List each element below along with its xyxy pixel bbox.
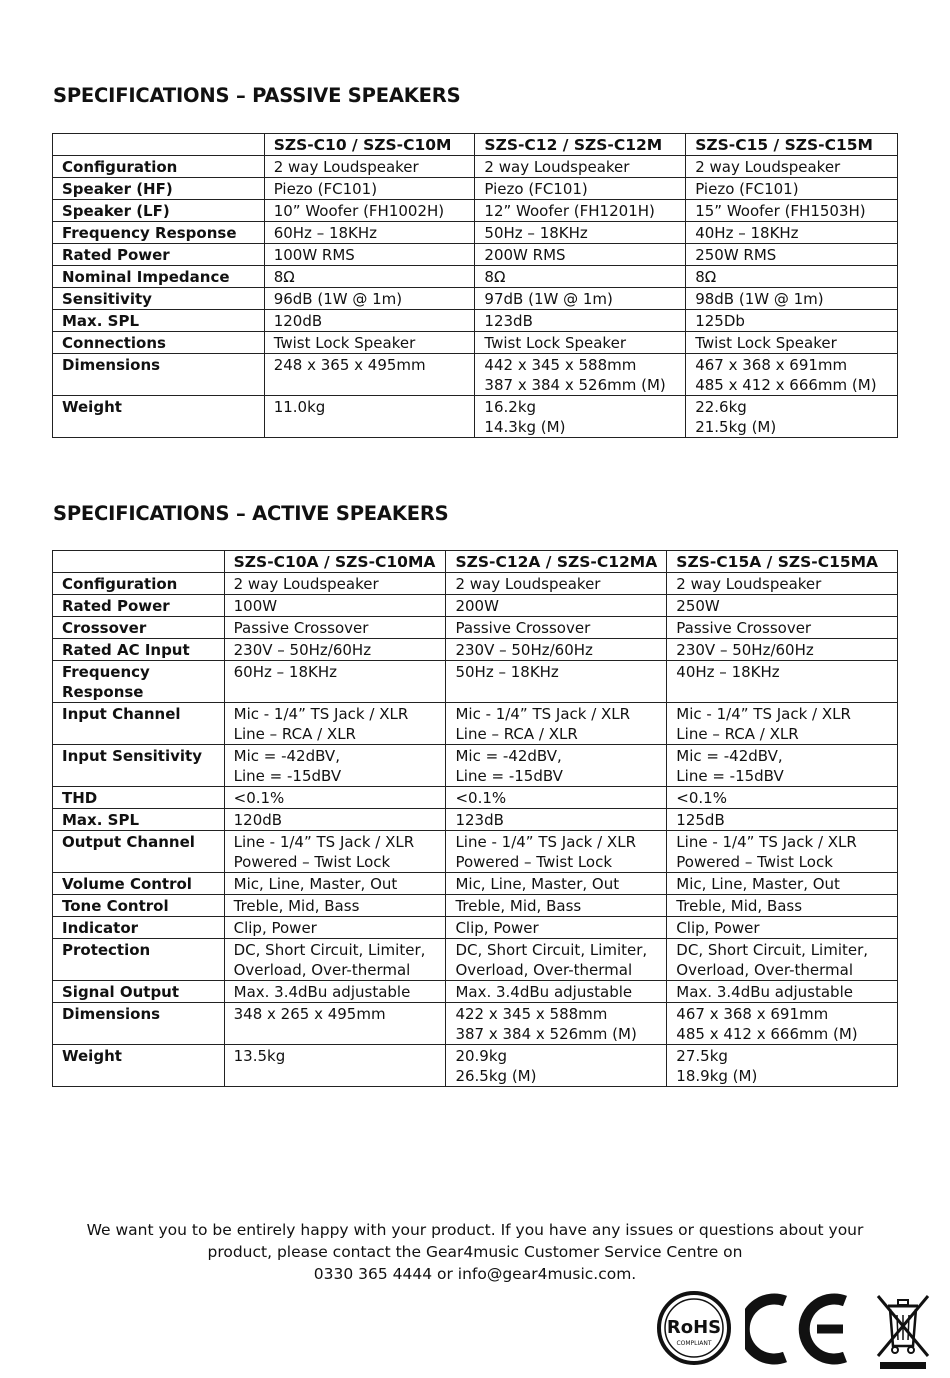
spec-label: [53, 917, 225, 939]
spec-value: [475, 288, 686, 310]
spec-value-line: Line - 1/4” TS Jack / XLR: [676, 833, 857, 851]
spec-value-line: 14.3kg (M): [484, 418, 566, 436]
spec-value: [667, 809, 898, 831]
spec-value-line: 467 x 368 x 691mm: [695, 356, 848, 374]
spec-value-line: 442 x 345 x 588mm: [484, 356, 637, 374]
spec-label: [53, 939, 225, 981]
spec-value: [475, 354, 686, 396]
spec-value: [224, 895, 446, 917]
spec-value: [667, 917, 898, 939]
active-specs-table: [52, 550, 898, 1087]
spec-value-line: 123dB: [484, 312, 533, 330]
spec-row: [53, 895, 898, 917]
spec-value-line: Passive Crossover: [676, 619, 812, 637]
spec-value-line: Twist Lock Speaker: [484, 334, 626, 352]
ce-mark-icon: [745, 1293, 851, 1365]
spec-value-line: Line – RCA / XLR: [233, 725, 356, 743]
spec-value: [475, 244, 686, 266]
spec-value-line: DC, Short Circuit, Limiter,: [455, 941, 648, 959]
spec-value-line: 387 x 384 x 526mm (M): [455, 1025, 637, 1043]
spec-value-line: Passive Crossover: [233, 619, 369, 637]
spec-value-line: 230V – 50Hz/60Hz: [455, 641, 593, 659]
spec-row: [53, 939, 898, 981]
spec-label-line: Input Channel: [62, 705, 181, 723]
spec-value: [475, 310, 686, 332]
spec-value: [224, 595, 446, 617]
spec-value-line: 27.5kg: [676, 1047, 728, 1065]
spec-value-line: 120dB: [273, 312, 323, 330]
footer-line: product, please contact the Gear4music Customer Service Centre on: [207, 1243, 743, 1261]
spec-value: [686, 354, 898, 396]
spec-row: [53, 222, 898, 244]
spec-label: [53, 1045, 225, 1087]
spec-label-line: Dimensions: [62, 1005, 161, 1023]
spec-value-line: Twist Lock Speaker: [273, 334, 416, 352]
spec-value: [446, 573, 667, 595]
spec-value-line: 11.0kg: [273, 398, 326, 416]
spec-value-line: 348 x 265 x 495mm: [233, 1005, 386, 1023]
spec-value-line: Line - 1/4” TS Jack / XLR: [233, 833, 415, 851]
spec-label: [53, 661, 225, 703]
spec-value-line: 230V – 50Hz/60Hz: [676, 641, 814, 659]
spec-value-line: Powered – Twist Lock: [233, 853, 391, 871]
spec-value-line: Mic - 1/4” TS Jack / XLR: [676, 705, 851, 723]
crossed-out-wheelie-bin-icon: [874, 1290, 932, 1370]
spec-value-line: 8Ω: [695, 268, 717, 286]
spec-label-line: Max. SPL: [62, 811, 139, 829]
footer-line: We want you to be entirely happy with your product. If you have any issues or questions about your: [86, 1221, 864, 1239]
spec-value-line: Piezo (FC101): [273, 180, 378, 198]
spec-value: [224, 745, 446, 787]
spec-value-line: Mic - 1/4” TS Jack / XLR: [233, 705, 409, 723]
spec-value: [264, 200, 475, 222]
spec-label-line: Indicator: [62, 919, 139, 937]
spec-value: [224, 917, 446, 939]
spec-value: [446, 787, 667, 809]
spec-value: [224, 873, 446, 895]
spec-value: [686, 266, 898, 288]
spec-value-line: 422 x 345 x 588mm: [455, 1005, 608, 1023]
spec-label-line: Volume Control: [62, 875, 192, 893]
spec-value: [667, 703, 898, 745]
spec-value-line: DC, Short Circuit, Limiter,: [676, 941, 869, 959]
spec-value-line: 16.2kg: [484, 398, 537, 416]
spec-value: [264, 266, 475, 288]
spec-value: [667, 1045, 898, 1087]
spec-value-line: 485 x 412 x 666mm (M): [676, 1025, 858, 1043]
spec-value-line: 20.9kg: [455, 1047, 508, 1065]
spec-value: [667, 661, 898, 703]
spec-value-line: 230V – 50Hz/60Hz: [233, 641, 372, 659]
spec-label-line: Rated Power: [62, 597, 170, 615]
spec-label-line: Signal Output: [62, 983, 180, 1001]
spec-value: [264, 244, 475, 266]
spec-value: [667, 895, 898, 917]
spec-value: [667, 573, 898, 595]
spec-value: [446, 595, 667, 617]
spec-value: [686, 222, 898, 244]
model-header-row: [53, 551, 898, 573]
spec-value-line: Max. 3.4dBu adjustable: [676, 983, 853, 1001]
spec-value-line: Overload, Over-thermal: [676, 961, 853, 979]
spec-value-line: 50Hz – 18KHz: [484, 224, 588, 242]
spec-value: [667, 981, 898, 1003]
model-header-cell: SZS-C12 / SZS-C12M: [475, 134, 686, 156]
spec-row: [53, 809, 898, 831]
spec-value: [264, 156, 475, 178]
spec-value-line: Max. 3.4dBu adjustable: [455, 983, 633, 1001]
spec-value: [686, 178, 898, 200]
spec-value-line: 96dB (1W @ 1m): [273, 290, 403, 308]
spec-row: [53, 617, 898, 639]
spec-row: [53, 1045, 898, 1087]
spec-value-line: Piezo (FC101): [695, 180, 799, 198]
spec-value-line: Treble, Mid, Bass: [233, 897, 360, 915]
spec-row: [53, 396, 898, 438]
spec-value-line: 40Hz – 18KHz: [676, 663, 780, 681]
spec-value-line: 2 way Loudspeaker: [676, 575, 822, 593]
spec-value: [224, 1045, 446, 1087]
spec-label: [53, 595, 225, 617]
spec-row: [53, 200, 898, 222]
spec-value-line: Powered – Twist Lock: [676, 853, 833, 871]
spec-value: [446, 939, 667, 981]
spec-value: [264, 332, 475, 354]
spec-value: [264, 288, 475, 310]
spec-value: [224, 573, 446, 595]
spec-row: [53, 288, 898, 310]
spec-value: [667, 1003, 898, 1045]
spec-value: [667, 617, 898, 639]
spec-value-line: Mic = -42dBV,: [455, 747, 562, 765]
spec-value: [686, 244, 898, 266]
spec-value: [224, 787, 446, 809]
spec-value: [224, 981, 446, 1003]
spec-row: [53, 873, 898, 895]
spec-value: [224, 939, 446, 981]
spec-label: [53, 639, 225, 661]
spec-value-line: Powered – Twist Lock: [455, 853, 613, 871]
spec-value: [224, 639, 446, 661]
model-header-cell: SZS-C10A / SZS-C10MA: [224, 551, 446, 573]
spec-value-line: Line – RCA / XLR: [455, 725, 578, 743]
spec-value: [475, 156, 686, 178]
spec-value-line: <0.1%: [676, 789, 727, 807]
spec-value: [475, 396, 686, 438]
spec-value-line: Clip, Power: [676, 919, 760, 937]
spec-value-line: 125Db: [695, 312, 745, 330]
spec-value-line: 8Ω: [484, 268, 506, 286]
spec-value-line: Mic = -42dBV,: [233, 747, 340, 765]
spec-value-line: Overload, Over-thermal: [233, 961, 411, 979]
spec-label-line: Protection: [62, 941, 151, 959]
spec-value-line: Mic, Line, Master, Out: [455, 875, 620, 893]
spec-label: [53, 1003, 225, 1045]
model-header-cell: SZS-C15A / SZS-C15MA: [667, 551, 898, 573]
spec-label: Dimensions: [53, 354, 265, 396]
spec-value: [224, 617, 446, 639]
spec-label: Connections: [53, 332, 265, 354]
spec-value: [446, 1045, 667, 1087]
rohs-logo-text: RoHS: [666, 1317, 722, 1338]
spec-label: Sensitivity: [53, 288, 265, 310]
spec-value: [446, 1003, 667, 1045]
spec-value-line: Clip, Power: [455, 919, 539, 937]
spec-value: [264, 354, 475, 396]
model-header-cell: SZS-C15 / SZS-C15M: [686, 134, 898, 156]
spec-value: [446, 831, 667, 873]
spec-value-line: 2 way Loudspeaker: [484, 158, 630, 176]
customer-service-note: [40, 1219, 910, 1285]
spec-value: [446, 639, 667, 661]
spec-row: [53, 156, 898, 178]
spec-row: [53, 703, 898, 745]
spec-value-line: 2 way Loudspeaker: [455, 575, 601, 593]
spec-value-line: 123dB: [455, 811, 504, 829]
spec-value-line: 467 x 368 x 691mm: [676, 1005, 829, 1023]
spec-value-line: 21.5kg (M): [695, 418, 777, 436]
spec-value-line: 2 way Loudspeaker: [273, 158, 419, 176]
spec-label-line: Tone Control: [62, 897, 169, 915]
spec-row: [53, 787, 898, 809]
spec-value: [667, 595, 898, 617]
spec-value-line: 120dB: [233, 811, 283, 829]
spec-value: [446, 703, 667, 745]
spec-label-line: Crossover: [62, 619, 147, 637]
spec-value: [475, 178, 686, 200]
spec-value: [686, 310, 898, 332]
spec-row: [53, 178, 898, 200]
spec-value: [446, 895, 667, 917]
spec-value-line: 26.5kg (M): [455, 1067, 537, 1085]
spec-label: [53, 895, 225, 917]
spec-value: [224, 1003, 446, 1045]
spec-value: [667, 745, 898, 787]
spec-value-line: 97dB (1W @ 1m): [484, 290, 613, 308]
spec-value-line: 18.9kg (M): [676, 1067, 758, 1085]
spec-value-line: 248 x 365 x 495mm: [273, 356, 426, 374]
spec-row: [53, 661, 898, 703]
spec-value-line: 22.6kg: [695, 398, 747, 416]
spec-value-line: Twist Lock Speaker: [695, 334, 837, 352]
spec-value: [667, 831, 898, 873]
spec-label-line: Output Channel: [62, 833, 195, 851]
model-header-cell: SZS-C12A / SZS-C12MA: [446, 551, 667, 573]
spec-value-line: 15” Woofer (FH1503H): [695, 202, 866, 220]
spec-label: Weight: [53, 396, 265, 438]
rohs-compliant-logo: [656, 1290, 732, 1366]
spec-label: [53, 703, 225, 745]
spec-value-line: Treble, Mid, Bass: [455, 897, 582, 915]
spec-label: Nominal Impedance: [53, 266, 265, 288]
spec-label: [53, 573, 225, 595]
spec-row: [53, 244, 898, 266]
spec-value-line: Line = -15dBV: [455, 767, 563, 785]
spec-row: [53, 573, 898, 595]
spec-value: [667, 939, 898, 981]
spec-value: [686, 156, 898, 178]
spec-value-line: 60Hz – 18KHz: [233, 663, 337, 681]
spec-value-line: 250W: [676, 597, 720, 615]
spec-value: [224, 661, 446, 703]
spec-value-line: 60Hz – 18KHz: [273, 224, 378, 242]
spec-label-line: Weight: [62, 1047, 122, 1065]
spec-label-line: Response: [62, 683, 144, 701]
spec-value: [475, 200, 686, 222]
spec-value: [264, 396, 475, 438]
spec-label: Speaker (HF): [53, 178, 265, 200]
spec-value-line: 50Hz – 18KHz: [455, 663, 559, 681]
spec-label: [53, 981, 225, 1003]
spec-value-line: 387 x 384 x 526mm (M): [484, 376, 666, 394]
blank-header-cell: [53, 551, 225, 573]
spec-row: [53, 917, 898, 939]
spec-value: [686, 396, 898, 438]
spec-value-line: Mic, Line, Master, Out: [676, 875, 840, 893]
spec-value: [446, 809, 667, 831]
spec-value-line: 40Hz – 18KHz: [695, 224, 799, 242]
spec-value: [446, 661, 667, 703]
spec-value-line: <0.1%: [455, 789, 507, 807]
spec-label: Rated Power: [53, 244, 265, 266]
model-header-row: [53, 134, 898, 156]
spec-value-line: Line - 1/4” TS Jack / XLR: [455, 833, 636, 851]
spec-label: [53, 787, 225, 809]
spec-value-line: 250W RMS: [695, 246, 777, 264]
spec-row: [53, 745, 898, 787]
spec-value: [667, 873, 898, 895]
rohs-logo-subtext: COMPLIANT: [676, 1340, 712, 1347]
spec-value: [667, 787, 898, 809]
spec-label: [53, 873, 225, 895]
spec-row: [53, 332, 898, 354]
spec-label: [53, 745, 225, 787]
active-specs-title: SPECIFICATIONS – ACTIVE SPEAKERS: [53, 502, 449, 525]
spec-label: [53, 831, 225, 873]
spec-row: [53, 354, 898, 396]
spec-value-line: 125dB: [676, 811, 725, 829]
spec-label: Frequency Response: [53, 222, 265, 244]
spec-value-line: 13.5kg: [233, 1047, 286, 1065]
model-header-cell: SZS-C10 / SZS-C10M: [264, 134, 475, 156]
spec-value: [224, 703, 446, 745]
spec-value: [475, 266, 686, 288]
spec-label: Speaker (LF): [53, 200, 265, 222]
spec-value: [264, 178, 475, 200]
spec-value: [264, 222, 475, 244]
spec-value-line: Line = -15dBV: [676, 767, 784, 785]
spec-value-line: Mic - 1/4” TS Jack / XLR: [455, 705, 631, 723]
spec-label: Configuration: [53, 156, 265, 178]
spec-value-line: 485 x 412 x 666mm (M): [695, 376, 877, 394]
spec-value-line: Line = -15dBV: [233, 767, 342, 785]
spec-value: [475, 222, 686, 244]
spec-value-line: Clip, Power: [233, 919, 317, 937]
spec-value: [475, 332, 686, 354]
blank-header-cell: [53, 134, 265, 156]
spec-value-line: Overload, Over-thermal: [455, 961, 633, 979]
spec-row: [53, 310, 898, 332]
spec-value: [686, 332, 898, 354]
spec-value: [686, 200, 898, 222]
spec-label: Max. SPL: [53, 310, 265, 332]
spec-value-line: 8Ω: [273, 268, 295, 286]
spec-value-line: 10” Woofer (FH1002H): [273, 202, 445, 220]
spec-value: [264, 310, 475, 332]
spec-row: [53, 981, 898, 1003]
spec-value: [446, 745, 667, 787]
spec-label: [53, 809, 225, 831]
spec-value-line: Passive Crossover: [455, 619, 591, 637]
passive-specs-title: SPECIFICATIONS – PASSIVE SPEAKERS: [53, 84, 461, 107]
footer-line: 0330 365 4444 or info@gear4music.com.: [313, 1265, 637, 1283]
spec-label-line: Frequency: [62, 663, 150, 681]
spec-value-line: 200W: [455, 597, 499, 615]
spec-value-line: Mic, Line, Master, Out: [233, 875, 398, 893]
spec-row: [53, 1003, 898, 1045]
spec-label-line: Rated AC Input: [62, 641, 190, 659]
spec-value-line: <0.1%: [233, 789, 285, 807]
spec-row: [53, 266, 898, 288]
spec-value-line: DC, Short Circuit, Limiter,: [233, 941, 426, 959]
spec-value: [686, 288, 898, 310]
spec-value-line: 98dB (1W @ 1m): [695, 290, 824, 308]
spec-value-line: 100W RMS: [273, 246, 355, 264]
spec-row: [53, 639, 898, 661]
spec-value-line: 2 way Loudspeaker: [695, 158, 841, 176]
spec-value: [224, 809, 446, 831]
spec-value-line: Line – RCA / XLR: [676, 725, 799, 743]
spec-row: [53, 595, 898, 617]
spec-value: [446, 981, 667, 1003]
spec-label-line: Configuration: [62, 575, 178, 593]
spec-value-line: 2 way Loudspeaker: [233, 575, 379, 593]
spec-value: [446, 917, 667, 939]
spec-value-line: 200W RMS: [484, 246, 566, 264]
spec-row: [53, 831, 898, 873]
passive-specs-table: [52, 133, 898, 438]
spec-value: [224, 831, 446, 873]
spec-value: [446, 873, 667, 895]
spec-label-line: Input Sensitivity: [62, 747, 202, 765]
spec-value: [446, 617, 667, 639]
spec-value-line: 100W: [233, 597, 278, 615]
spec-value-line: Piezo (FC101): [484, 180, 588, 198]
spec-value-line: Max. 3.4dBu adjustable: [233, 983, 411, 1001]
spec-label-line: THD: [62, 789, 98, 807]
spec-value-line: Treble, Mid, Bass: [676, 897, 803, 915]
spec-value: [667, 639, 898, 661]
spec-value-line: 12” Woofer (FH1201H): [484, 202, 655, 220]
spec-value-line: Mic = -42dBV,: [676, 747, 783, 765]
spec-label: [53, 617, 225, 639]
